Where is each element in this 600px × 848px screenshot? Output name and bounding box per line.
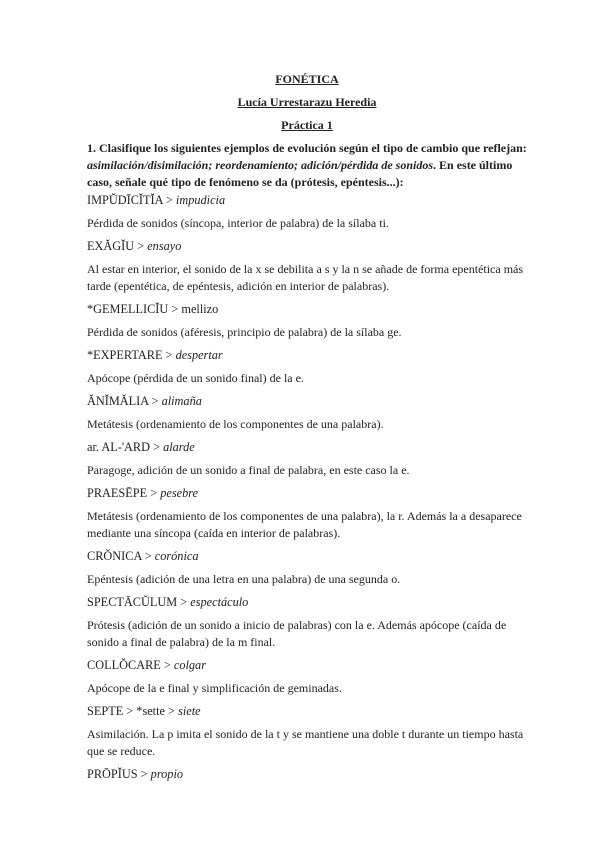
etymology-line — [87, 301, 527, 318]
result-word: corónica — [154, 549, 199, 563]
explanation: Epéntesis (adición de una letra en una palabra) de una segunda o. — [87, 572, 401, 586]
etymon: *GEMELLICĬU > — [87, 302, 182, 316]
document-page — [87, 71, 527, 789]
question-tail: . En este último caso, señale qué tipo de fenómeno se da (prótesis, epéntesis...): — [87, 158, 513, 189]
explanation: Metátesis (ordenamiento de los componentes de una palabra), la r. Además la a desaparece mediante una síncopa (caída en interior de palabras). — [87, 509, 522, 540]
etymon: PRAESĒPE > — [87, 486, 161, 500]
question-lead: 1. Clasifique los siguientes ejemplos de evolución según el tipo de cambio que reflejan: — [87, 141, 527, 155]
etymon: PRŌPĬUS > — [87, 767, 151, 781]
etymology-line — [87, 766, 527, 783]
exercise-question — [87, 140, 527, 191]
entries-list — [87, 192, 527, 783]
result-word: alimaña — [161, 394, 202, 408]
etymon: SPECTĀCŬLUM > — [87, 595, 191, 609]
explanation: Prótesis (adición de un sonido a inicio de palabras) con la e. Además apócope (caída de sonido a final de palabra) de la m final. — [87, 618, 507, 649]
etymology-line — [87, 347, 527, 364]
etymology-line — [87, 485, 527, 502]
explanation: Asimilación. La p imita el sonido de la t y se mantiene una doble t durante un tiempo hasta que se reduce. — [87, 727, 524, 758]
etymology-line — [87, 703, 527, 720]
document-author: Lucía Urrestarazu Heredia — [237, 95, 377, 109]
etymology-line — [87, 238, 527, 255]
etymon: IMPŬDĪCĬTĬA > — [87, 193, 176, 207]
explanation: Al estar en interior, el sonido de la x se debilita a s y la n se añade de forma epentética más tarde (epentética, de epéntesis, adición en interior de palabras). — [87, 262, 524, 293]
result-word: impudicia — [175, 193, 226, 207]
etymology-line — [87, 439, 527, 456]
result-word: despertar — [175, 348, 223, 362]
explanation: Paragoge, adición de un sonido a final de palabra, en este caso la e. — [87, 463, 410, 477]
result-word: alarde — [163, 440, 195, 454]
etymon: COLLŎCARE > — [87, 658, 174, 672]
etymology-line — [87, 393, 527, 410]
etymon: ar. AL-'ARD > — [87, 440, 164, 454]
result-word: siete — [178, 704, 201, 718]
explanation: Metátesis (ordenamiento de los componentes de una palabra). — [87, 417, 384, 431]
result-word: colgar — [173, 658, 206, 672]
document-title: FONÉTICA — [275, 72, 339, 86]
result-word: mellizo — [181, 302, 219, 316]
result-word: ensayo — [147, 239, 182, 253]
question-types: asimilación/disimilación; reordenamiento; adición/pérdida de sonidos — [87, 158, 434, 172]
etymology-line — [87, 192, 527, 209]
result-word: pesebre — [160, 486, 199, 500]
etymon: CRŎNICA > — [87, 549, 155, 563]
etymology-line — [87, 594, 527, 611]
result-word: propio — [150, 767, 184, 781]
etymon: EXĂGĬU > — [87, 239, 148, 253]
etymon: SEPTE > *sette > — [87, 704, 179, 718]
result-word: espectáculo — [190, 595, 249, 609]
etymology-line — [87, 548, 527, 565]
document-subtitle: Práctica 1 — [281, 118, 333, 132]
explanation: Pérdida de sonidos (aféresis, principio de palabra) de la sílaba ge. — [87, 325, 402, 339]
explanation: Apócope (pérdida de un sonido final) de la e. — [87, 371, 304, 385]
etymon: ĂNĬMĂLIA > — [87, 394, 162, 408]
etymon: *EXPERTARE > — [87, 348, 176, 362]
etymology-line — [87, 657, 527, 674]
explanation: Apócope de la e final y simplificación de geminadas. — [87, 681, 342, 695]
explanation: Pérdida de sonidos (síncopa, interior de palabra) de la sílaba ti. — [87, 216, 389, 230]
